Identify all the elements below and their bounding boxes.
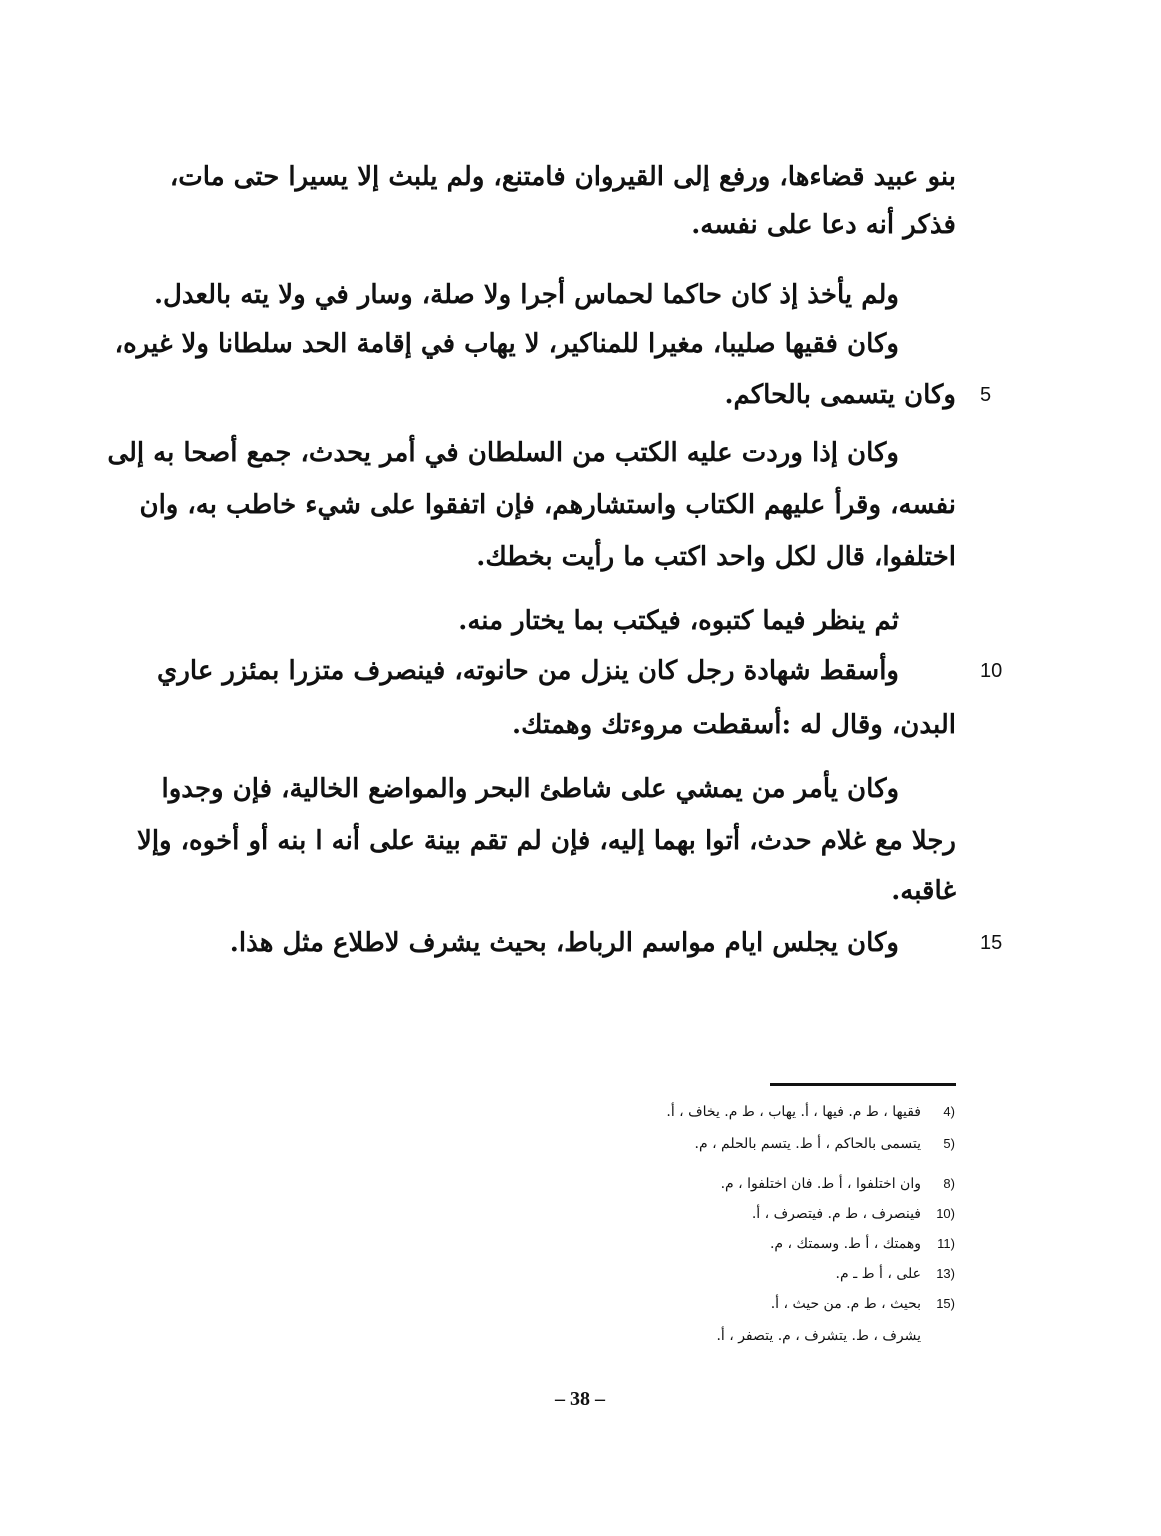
body-line-5: وكان يتسمى بالحاكم. bbox=[724, 380, 956, 410]
line-number-5: 5 bbox=[980, 384, 992, 406]
body-line-2: فذكر أنه دعا على نفسه. bbox=[691, 210, 956, 240]
footnote-text: وان اختلفوا ، أ ط. فان اختلفوا ، م. bbox=[720, 1176, 921, 1192]
body-line-10: وأسقط شهادة رجل كان ينزل من حانوته، فينصرف متزرا بمئزر عاري bbox=[156, 656, 899, 686]
footnote-text: يتسمى بالحاكم ، أ ط. يتسم بالحلم ، م. bbox=[694, 1136, 921, 1152]
footnote-number: (4 bbox=[943, 1104, 955, 1119]
body-line-9: ثم ينظر فيما كتبوه، فيكتب بما يختار منه. bbox=[458, 606, 899, 636]
footnote-text: بحيث ، ط م. من حيث ، أ. bbox=[770, 1296, 921, 1312]
body-line-14: غاقبه. bbox=[891, 876, 956, 906]
body-line-7: نفسه، وقرأ عليهم الكتاب واستشارهم، فإن اتفقوا على شيء خاطب به، وان bbox=[139, 490, 956, 520]
body-line-11: البدن، وقال له :أسقطت مروءتك وهمتك. bbox=[512, 710, 956, 740]
body-line-15: وكان يجلس ايام مواسم الرباط، بحيث يشرف لاطلاع مثل هذا. bbox=[229, 928, 899, 958]
body-line-3: ولم يأخذ إذ كان حاكما لحماس أجرا ولا صلة، وسار في ولا يته بالعدل. bbox=[153, 280, 899, 310]
line-number-10: 10 bbox=[980, 660, 1003, 682]
line-number-15: 15 bbox=[980, 932, 1003, 954]
footnote-number: (5 bbox=[943, 1136, 955, 1151]
body-line-13: رجلا مع غلام حدث، أتوا بهما إليه، فإن لم تقم بينة على أنه ا بنه أو أخوه، وإلا bbox=[137, 826, 956, 856]
body-line-6: وكان إذا وردت عليه الكتب من السلطان في أمر يحدث، جمع أصحا به إلى bbox=[107, 438, 899, 468]
footnote-number: (8 bbox=[943, 1176, 955, 1191]
footnote-number: (15 bbox=[936, 1296, 955, 1311]
footnote-number: (13 bbox=[936, 1266, 955, 1281]
footnote-text: وهمتك ، أ ط. وسمتك ، م. bbox=[769, 1236, 921, 1252]
footnote-text: فينصرف ، ط م. فيتصرف ، أ. bbox=[751, 1206, 921, 1222]
footnote-text: على ، أ ط ـ م. bbox=[835, 1266, 921, 1282]
body-line-4: وكان فقيها صليبا، مغيرا للمناكير، لا يهاب في إقامة الحد سلطانا ولا غيره، bbox=[114, 329, 899, 359]
body-line-12: وكان يأمر من يمشي على شاطئ البحر والمواضع الخالية، فإن وجدوا bbox=[161, 774, 899, 804]
footnote-text: يشرف ، ط. يتشرف ، م. يتصفر ، أ. bbox=[716, 1328, 921, 1344]
footnote-number: (11 bbox=[937, 1236, 955, 1251]
body-line-8: اختلفوا، قال لكل واحد اكتب ما رأيت بخطك. bbox=[476, 542, 956, 572]
body-line-1: بنو عبيد قضاءها، ورفع إلى القيروان فامتنع، ولم يلبث إلا يسيرا حتى مات، bbox=[169, 162, 956, 192]
page-number: – 38 – bbox=[555, 1388, 605, 1410]
footnote-separator bbox=[770, 1083, 956, 1086]
footnote-text: فقيها ، ط م. فيها ، أ. يهاب ، ط م. يخاف ، أ. bbox=[666, 1104, 921, 1120]
footnote-number: (10 bbox=[936, 1206, 955, 1221]
